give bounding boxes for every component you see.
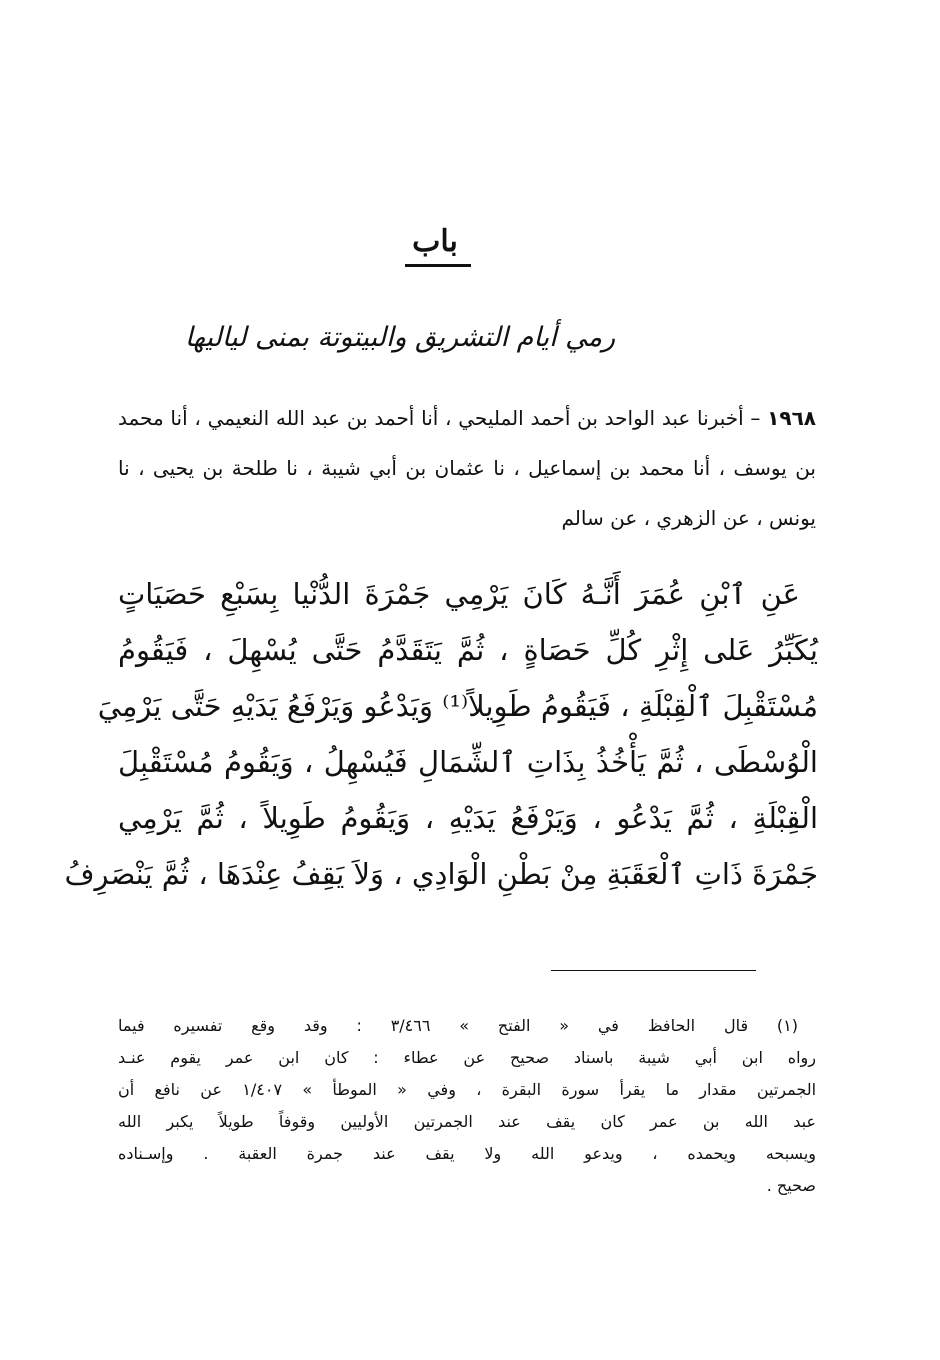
footnote-line: صحيح . bbox=[766, 1176, 816, 1195]
footnote-line: الجمرتين مقدار ما يقرأ سورة البقرة ، وفي « الموطأ » ١/٤٠٧ عن نافع أن bbox=[118, 1080, 817, 1099]
footnote-line: (١) قال الحافظ في « الفتح » ٣/٤٦٦ : وقد وقع تفسيره فيما bbox=[118, 1016, 799, 1035]
matn-line: عَنِ ٱبْنِ عُمَرَ أَنَّـهُ كَانَ يَرْمِي جَمْرَةَ الدُّنْيا بِسَبْعِ حَصَيَاتٍ bbox=[118, 577, 800, 611]
footnote-line: ويسبحه ويحمده ، ويدعو الله ولا يقف عند جمرة العقبة . وإسـناده bbox=[118, 1144, 816, 1163]
hadith-matn bbox=[64, 566, 818, 902]
matn-line: مُسْتَقْبِلَ ٱلْقِبْلَةِ ، فَيَقُومُ طَوِيلاً⁽¹⁾ وَيَدْعُو وَيَرْفَعُ يَدَيْهِ حَتَّى يَرْمِيَ bbox=[97, 689, 818, 723]
footnote bbox=[118, 1010, 816, 1202]
heading-underline bbox=[405, 264, 471, 267]
footnote-line: عبد الله بن عمر كان يقف عند الجمرتين الأوليين وقوفاً طويلاً يكبر الله bbox=[118, 1112, 816, 1131]
footnote-line: رواه ابن أبي شيبة باسناد صحيح عن عطاء : كان ابن عمر يقوم عنـد bbox=[118, 1048, 816, 1067]
isnad-text: – أخبرنا عبد الواحد بن أحمد المليحي ، أنا أحمد بن عبد الله النعيمي ، أنا محمد بن يوسف ، أنا محمد بن إسماعيل ، نا عثمان بن أبي شيبة ، نا طلحة بن يحيى ، نا يونس ، عن الزهري ، عن سالم bbox=[118, 406, 816, 530]
footnote-divider bbox=[551, 970, 756, 971]
matn-line: الْوُسْطَى ، ثُمَّ يَأْخُذُ بِذَاتِ ٱلشِّمَالِ فَيُسْهِلُ ، وَيَقُومُ مُسْتَقْبِلَ bbox=[118, 745, 818, 779]
chapter-title: رمي أيام التشريق والبيتوتة بمنى لياليها bbox=[184, 322, 616, 353]
matn-line: جَمْرَةَ ذَاتِ ٱلْعَقَبَةِ مِنْ بَطْنِ الْوَادِي ، وَلاَ يَقِفُ عِنْدَهَا ، ثُمَّ يَنْصَرِفُ bbox=[64, 857, 818, 891]
hadith-isnad bbox=[118, 393, 816, 543]
hadith-number: ١٩٦٨ bbox=[767, 406, 816, 430]
matn-line: يُكَبِّرُ عَلى إِثْرِ كُلِّ حَصَاةٍ ، ثُمَّ يَتَقَدَّمُ حَتَّى يُسْهِلَ ، فَيَقُومُ bbox=[118, 633, 818, 667]
matn-line: الْقِبْلَةِ ، ثُمَّ يَدْعُو ، وَيَرْفَعُ يَدَيْهِ ، وَيَقُومُ طَوِيلاً ، ثُمَّ يَرْمِي bbox=[118, 801, 818, 835]
section-heading: باب bbox=[412, 224, 458, 259]
